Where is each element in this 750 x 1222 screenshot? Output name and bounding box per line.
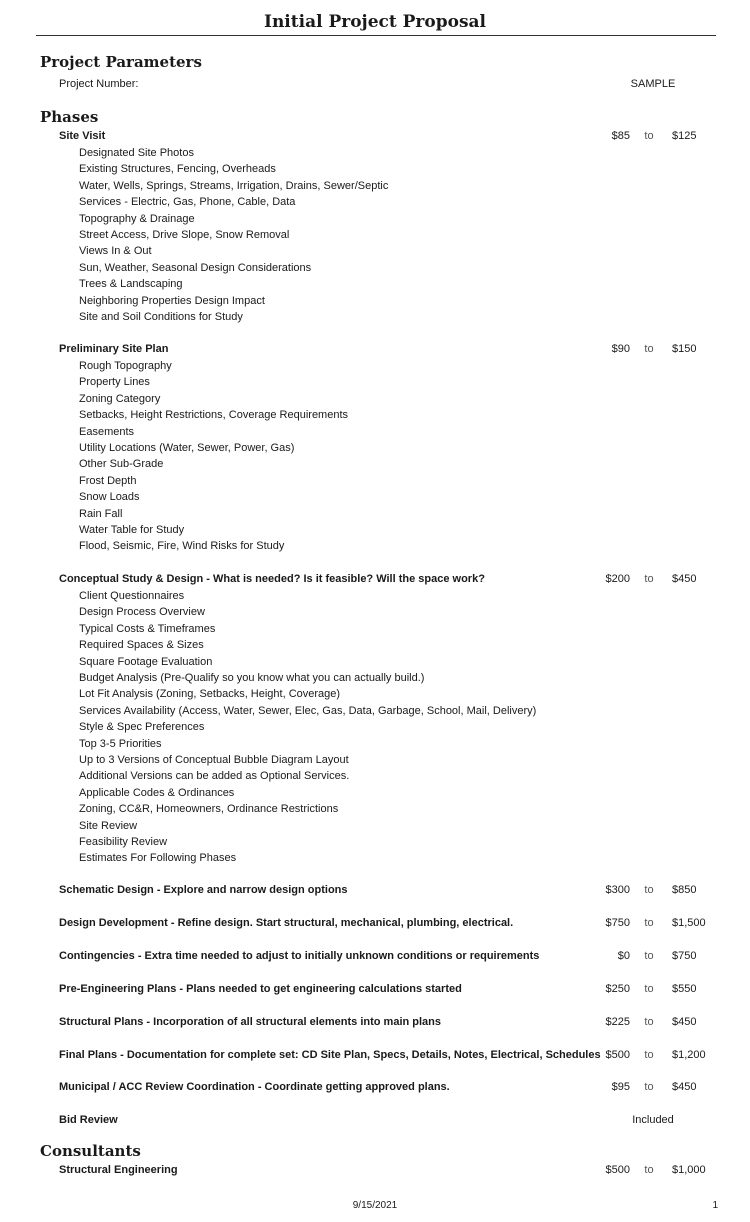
phase-item: Square Footage Evaluation [79,656,213,668]
phase-price-to: to [644,573,654,585]
phase-price-low: $500 [605,1049,630,1061]
phase-item: Feasibility Review [79,836,168,848]
phase-price-low: $0 [617,950,630,962]
phase-price-to: to [644,983,654,995]
phase-item: Typical Costs & Timeframes [79,623,216,635]
phase-item: Services Availability (Access, Water, Sewer, Elec, Gas, Data, Garbage, School, Mail, Delivery) [79,705,537,717]
phase-item: Lot Fit Analysis (Zoning, Setbacks, Height, Coverage) [79,688,341,700]
phase-item: Required Spaces & Sizes [79,639,204,651]
phase-title: Pre-Engineering Plans - Plans needed to get engineering calculations started [59,983,462,995]
phase-item: Other Sub-Grade [79,458,164,470]
phase-item: Views In & Out [79,245,152,257]
phase-item: Site and Soil Conditions for Study [79,311,243,323]
phase-item: Zoning Category [79,393,161,405]
phase-item: Design Process Overview [79,606,205,618]
title-divider [36,35,716,36]
phase-title: Schematic Design - Explore and narrow design options [59,884,348,896]
phase-price-high: $550 [672,983,697,995]
consultant-price-high: $1,000 [672,1164,706,1176]
phase-price-high: $1,500 [672,917,706,929]
phase-price-high: $125 [672,130,697,142]
phase-price-high: $450 [672,1016,697,1028]
phase-item: Setbacks, Height Restrictions, Coverage Requirements [79,409,349,421]
phase-item: Trees & Landscaping [79,278,183,290]
phase-item: Style & Spec Preferences [79,721,205,733]
footer-page-number: 1 [712,1200,718,1211]
phase-price-low: $200 [605,573,630,585]
phase-title: Site Visit [59,130,106,142]
phase-price-to: to [644,917,654,929]
phase-price-low: $90 [611,343,630,355]
project-number-label: Project Number: [59,78,139,90]
phase-price-high: $150 [672,343,697,355]
phase-price-low: $95 [611,1081,630,1093]
phase-title: Contingencies - Extra time needed to adjust to initially unknown conditions or requirements [59,950,540,962]
phase-title: Design Development - Refine design. Start structural, mechanical, plumbing, electrical. [59,917,514,929]
phase-price-low: $750 [605,917,630,929]
phase-item: Water Table for Study [79,524,185,536]
phase-item: Existing Structures, Fencing, Overheads [79,163,276,175]
phase-title: Municipal / ACC Review Coordination - Coordinate getting approved plans. [59,1081,450,1093]
phase-price-high: $850 [672,884,697,896]
phase-item: Additional Versions can be added as Optional Services. [79,770,350,782]
phase-price-to: to [644,884,654,896]
phase-price-high: $450 [672,573,697,585]
phase-item: Sun, Weather, Seasonal Design Considerations [79,262,312,274]
phase-item: Rain Fall [79,508,123,520]
phase-item: Topography & Drainage [79,213,195,225]
phase-item: Top 3-5 Priorities [79,738,162,750]
phase-title: Conceptual Study & Design - What is needed? Is it feasible? Will the space work? [59,573,485,585]
phase-price-to: to [644,130,654,142]
phase-item: Rough Topography [79,360,172,372]
phase-title: Final Plans - Documentation for complete set: CD Site Plan, Specs, Details, Notes, Electrical, Schedules [59,1049,601,1061]
phase-title: Preliminary Site Plan [59,343,169,355]
phase-item: Budget Analysis (Pre-Qualify so you know what you can actually build.) [79,672,425,684]
phase-item: Up to 3 Versions of Conceptual Bubble Diagram Layout [79,754,349,766]
phase-item: Applicable Codes & Ordinances [79,787,235,799]
phase-price-high: $750 [672,950,697,962]
phase-item: Services - Electric, Gas, Phone, Cable, Data [79,196,296,208]
phase-price-to: to [644,950,654,962]
phase-item: Street Access, Drive Slope, Snow Removal [79,229,290,241]
phase-title: Structural Plans - Incorporation of all structural elements into main plans [59,1016,442,1028]
phase-price-low: $225 [605,1016,630,1028]
phase-item: Estimates For Following Phases [79,852,237,864]
phase-price-high: $450 [672,1081,697,1093]
phase-item: Snow Loads [79,491,140,503]
phase-item: Easements [79,426,135,438]
phase-item: Designated Site Photos [79,147,194,159]
phase-item: Zoning, CC&R, Homeowners, Ordinance Restrictions [79,803,339,815]
project-number-value: SAMPLE [630,78,676,90]
phase-item: Neighboring Properties Design Impact [79,295,265,307]
phase-price-to: to [644,343,654,355]
footer-date: 9/15/2021 [352,1200,398,1211]
phase-item: Client Questionnaires [79,590,185,602]
phase-price-to: to [644,1016,654,1028]
phase-title: Bid Review [59,1114,118,1126]
phase-price-to: to [644,1081,654,1093]
phase-item: Frost Depth [79,475,137,487]
phase-price-high: $1,200 [672,1049,706,1061]
phase-price-low: $85 [611,130,630,142]
section-consultants: Consultants [40,1142,141,1160]
phase-item: Flood, Seismic, Fire, Wind Risks for Study [79,540,285,552]
consultant-title: Structural Engineering [59,1164,178,1176]
phase-item: Property Lines [79,376,150,388]
phase-price-low: $300 [605,884,630,896]
document-title: Initial Project Proposal [264,12,486,32]
consultant-price-low: $500 [605,1164,630,1176]
phase-included: Included [632,1114,674,1126]
section-project-parameters: Project Parameters [40,53,202,71]
consultant-price-to: to [644,1164,654,1176]
phase-price-to: to [644,1049,654,1061]
phase-item: Water, Wells, Springs, Streams, Irrigation, Drains, Sewer/Septic [79,180,389,192]
section-phases: Phases [40,108,99,126]
phase-item: Site Review [79,820,138,832]
phase-item: Utility Locations (Water, Sewer, Power, Gas) [79,442,295,454]
phase-price-low: $250 [605,983,630,995]
